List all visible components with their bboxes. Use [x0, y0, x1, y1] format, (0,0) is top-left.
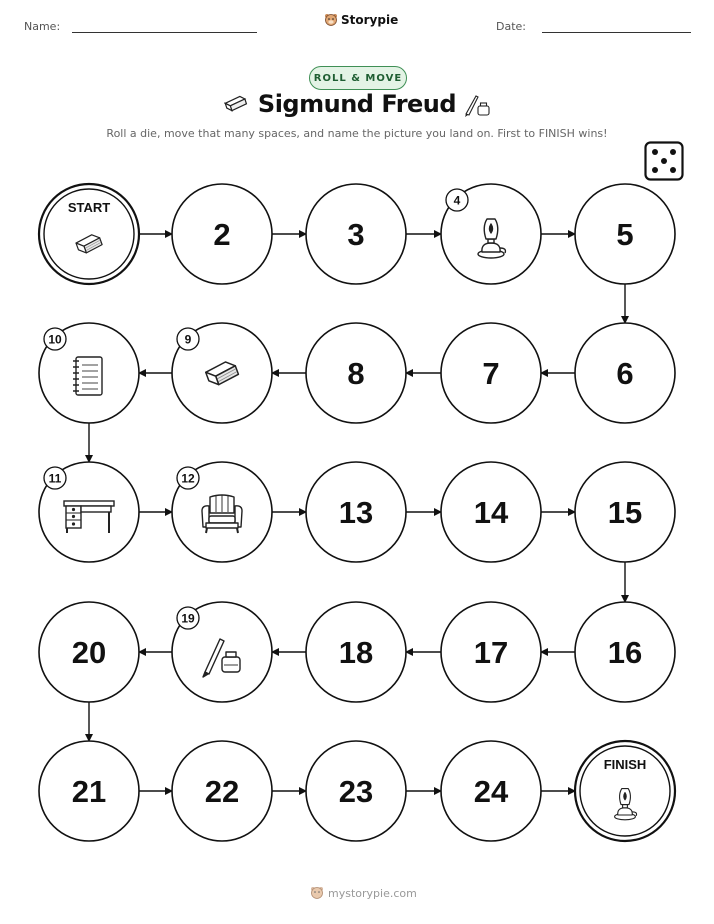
board-space-22[interactable] — [172, 741, 272, 841]
space-number: 17 — [473, 635, 509, 670]
space-number: 24 — [473, 774, 509, 809]
space-number: 10 — [48, 332, 62, 347]
board-space-8[interactable] — [306, 323, 406, 423]
board-space-2[interactable] — [172, 184, 272, 284]
board-space-6[interactable] — [575, 323, 675, 423]
space-number: 6 — [616, 356, 634, 391]
space-number: 19 — [181, 611, 195, 626]
board-space-25[interactable] — [575, 741, 675, 841]
board-space-3[interactable] — [306, 184, 406, 284]
start-label: START — [67, 200, 111, 215]
space-number: 22 — [204, 774, 240, 809]
board-space-20[interactable] — [39, 602, 139, 702]
board-space-24[interactable] — [441, 741, 541, 841]
board-space-18[interactable] — [306, 602, 406, 702]
space-number: 5 — [616, 217, 634, 252]
space-number: 18 — [338, 635, 374, 670]
space-number: 4 — [453, 193, 461, 208]
board-space-15[interactable] — [575, 462, 675, 562]
board-space-11[interactable] — [39, 462, 139, 562]
board-space-12[interactable] — [172, 462, 272, 562]
space-number: 23 — [338, 774, 374, 809]
space-number: 3 — [347, 217, 365, 252]
board-space-7[interactable] — [441, 323, 541, 423]
board-space-14[interactable] — [441, 462, 541, 562]
page-title: Sigmund Freud — [257, 90, 457, 118]
board-space-16[interactable] — [575, 602, 675, 702]
space-number: 15 — [607, 495, 643, 530]
instructions: Roll a die, move that many spaces, and name the picture you land on. First to FINISH wins! — [106, 127, 608, 140]
date-label: Date: — [496, 20, 526, 33]
bear-mascot-icon — [310, 886, 324, 900]
board-space-1[interactable] — [39, 184, 139, 284]
board-space-5[interactable] — [575, 184, 675, 284]
board-space-21[interactable] — [39, 741, 139, 841]
name-label: Name: — [24, 20, 61, 33]
board-space-9[interactable] — [172, 323, 272, 423]
brand-name: Storypie — [341, 13, 399, 27]
notebook-icon — [73, 357, 102, 395]
board-space-4[interactable] — [441, 184, 541, 284]
space-number: 21 — [71, 774, 107, 809]
finish-label: FINISH — [603, 757, 647, 772]
game-type-badge: ROLL & MOVE — [309, 66, 407, 90]
board-space-17[interactable] — [441, 602, 541, 702]
footer — [310, 886, 417, 900]
space-number: 7 — [482, 356, 500, 391]
space-number: 8 — [347, 356, 365, 391]
space-number: 14 — [473, 495, 509, 530]
space-number: 9 — [184, 332, 192, 347]
space-number: 16 — [607, 635, 643, 670]
space-number: 11 — [48, 471, 62, 486]
board-space-19[interactable] — [172, 602, 272, 702]
space-number: 12 — [181, 471, 195, 486]
board-space-13[interactable] — [306, 462, 406, 562]
space-number: 13 — [338, 495, 374, 530]
board-space-23[interactable] — [306, 741, 406, 841]
board-space-10[interactable] — [39, 323, 139, 423]
footer-url: mystorypie.com — [328, 886, 417, 900]
space-number: 20 — [71, 635, 107, 670]
space-number: 2 — [213, 217, 231, 252]
